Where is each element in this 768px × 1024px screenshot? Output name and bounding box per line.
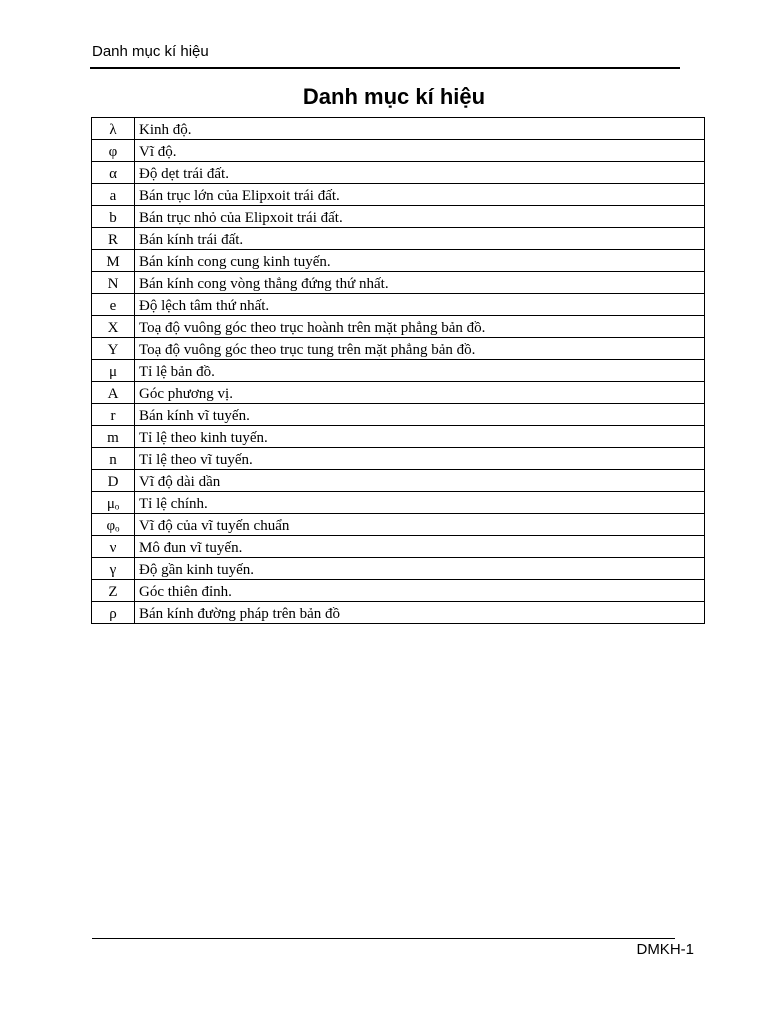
description-cell: Mô đun vĩ tuyến.	[135, 536, 705, 558]
symbol-cell: n	[92, 448, 135, 470]
description-cell: Độ lệch tâm thứ nhất.	[135, 294, 705, 316]
symbol-cell: ρ	[92, 602, 135, 624]
symbol-cell: γ	[92, 558, 135, 580]
symbol-table	[91, 117, 705, 624]
symbol-cell: A	[92, 382, 135, 404]
symbol-cell: m	[92, 426, 135, 448]
description-cell: Vĩ độ dài dần	[135, 470, 705, 492]
symbol-cell: e	[92, 294, 135, 316]
description-cell: Góc thiên đỉnh.	[135, 580, 705, 602]
running-header: Danh mục kí hiệu	[92, 43, 209, 60]
symbol-cell: X	[92, 316, 135, 338]
table-row	[92, 338, 705, 360]
description-cell: Vĩ độ của vĩ tuyến chuẩn	[135, 514, 705, 536]
description-cell: Toạ độ vuông góc theo trục hoành trên mặt phẳng bản đồ.	[135, 316, 705, 338]
table-row	[92, 206, 705, 228]
description-cell: Toạ độ vuông góc theo trục tung trên mặt phẳng bản đồ.	[135, 338, 705, 360]
description-cell: Kinh độ.	[135, 118, 705, 140]
symbol-cell: φ	[92, 140, 135, 162]
symbol-table-body	[92, 118, 705, 624]
description-cell: Tỉ lệ theo vĩ tuyến.	[135, 448, 705, 470]
symbol-cell: Z	[92, 580, 135, 602]
symbol-cell: Y	[92, 338, 135, 360]
symbol-cell: φₒ	[92, 514, 135, 536]
description-cell: Độ gần kinh tuyến.	[135, 558, 705, 580]
description-cell: Độ dẹt trái đất.	[135, 162, 705, 184]
symbol-cell: λ	[92, 118, 135, 140]
table-row	[92, 536, 705, 558]
table-row	[92, 140, 705, 162]
description-cell: Bán trục lớn của Elipxoit trái đất.	[135, 184, 705, 206]
description-cell: Bán kính vĩ tuyến.	[135, 404, 705, 426]
table-row	[92, 360, 705, 382]
description-cell: Bán kính cong vòng thẳng đứng thứ nhất.	[135, 272, 705, 294]
symbol-cell: a	[92, 184, 135, 206]
table-row	[92, 228, 705, 250]
description-cell: Góc phương vị.	[135, 382, 705, 404]
table-row	[92, 272, 705, 294]
table-row	[92, 470, 705, 492]
description-cell: Tỉ lệ theo kinh tuyến.	[135, 426, 705, 448]
table-row	[92, 162, 705, 184]
table-row	[92, 184, 705, 206]
table-row	[92, 602, 705, 624]
symbol-cell: μₒ	[92, 492, 135, 514]
page-number: DMKH-1	[636, 941, 694, 958]
description-cell: Bán kính cong cung kinh tuyến.	[135, 250, 705, 272]
table-row	[92, 558, 705, 580]
table-row	[92, 316, 705, 338]
table-row	[92, 294, 705, 316]
table-row	[92, 382, 705, 404]
symbol-cell: μ	[92, 360, 135, 382]
table-row	[92, 250, 705, 272]
description-cell: Vĩ độ.	[135, 140, 705, 162]
page-title: Danh mục kí hiệu	[302, 84, 486, 109]
header-rule	[90, 67, 680, 69]
symbol-cell: R	[92, 228, 135, 250]
symbol-cell: N	[92, 272, 135, 294]
table-row	[92, 426, 705, 448]
description-cell: Tỉ lệ bản đồ.	[135, 360, 705, 382]
table-row	[92, 492, 705, 514]
table-row	[92, 448, 705, 470]
description-cell: Bán kính trái đất.	[135, 228, 705, 250]
symbol-cell: r	[92, 404, 135, 426]
symbol-cell: D	[92, 470, 135, 492]
symbol-cell: α	[92, 162, 135, 184]
table-row	[92, 514, 705, 536]
table-row	[92, 118, 705, 140]
description-cell: Bán trục nhỏ của Elipxoit trái đất.	[135, 206, 705, 228]
symbol-cell: ν	[92, 536, 135, 558]
description-cell: Tỉ lệ chính.	[135, 492, 705, 514]
symbol-cell: b	[92, 206, 135, 228]
table-row	[92, 404, 705, 426]
table-row	[92, 580, 705, 602]
description-cell: Bán kính đường pháp trên bản đồ	[135, 602, 705, 624]
footer-rule	[92, 938, 675, 939]
symbol-cell: M	[92, 250, 135, 272]
